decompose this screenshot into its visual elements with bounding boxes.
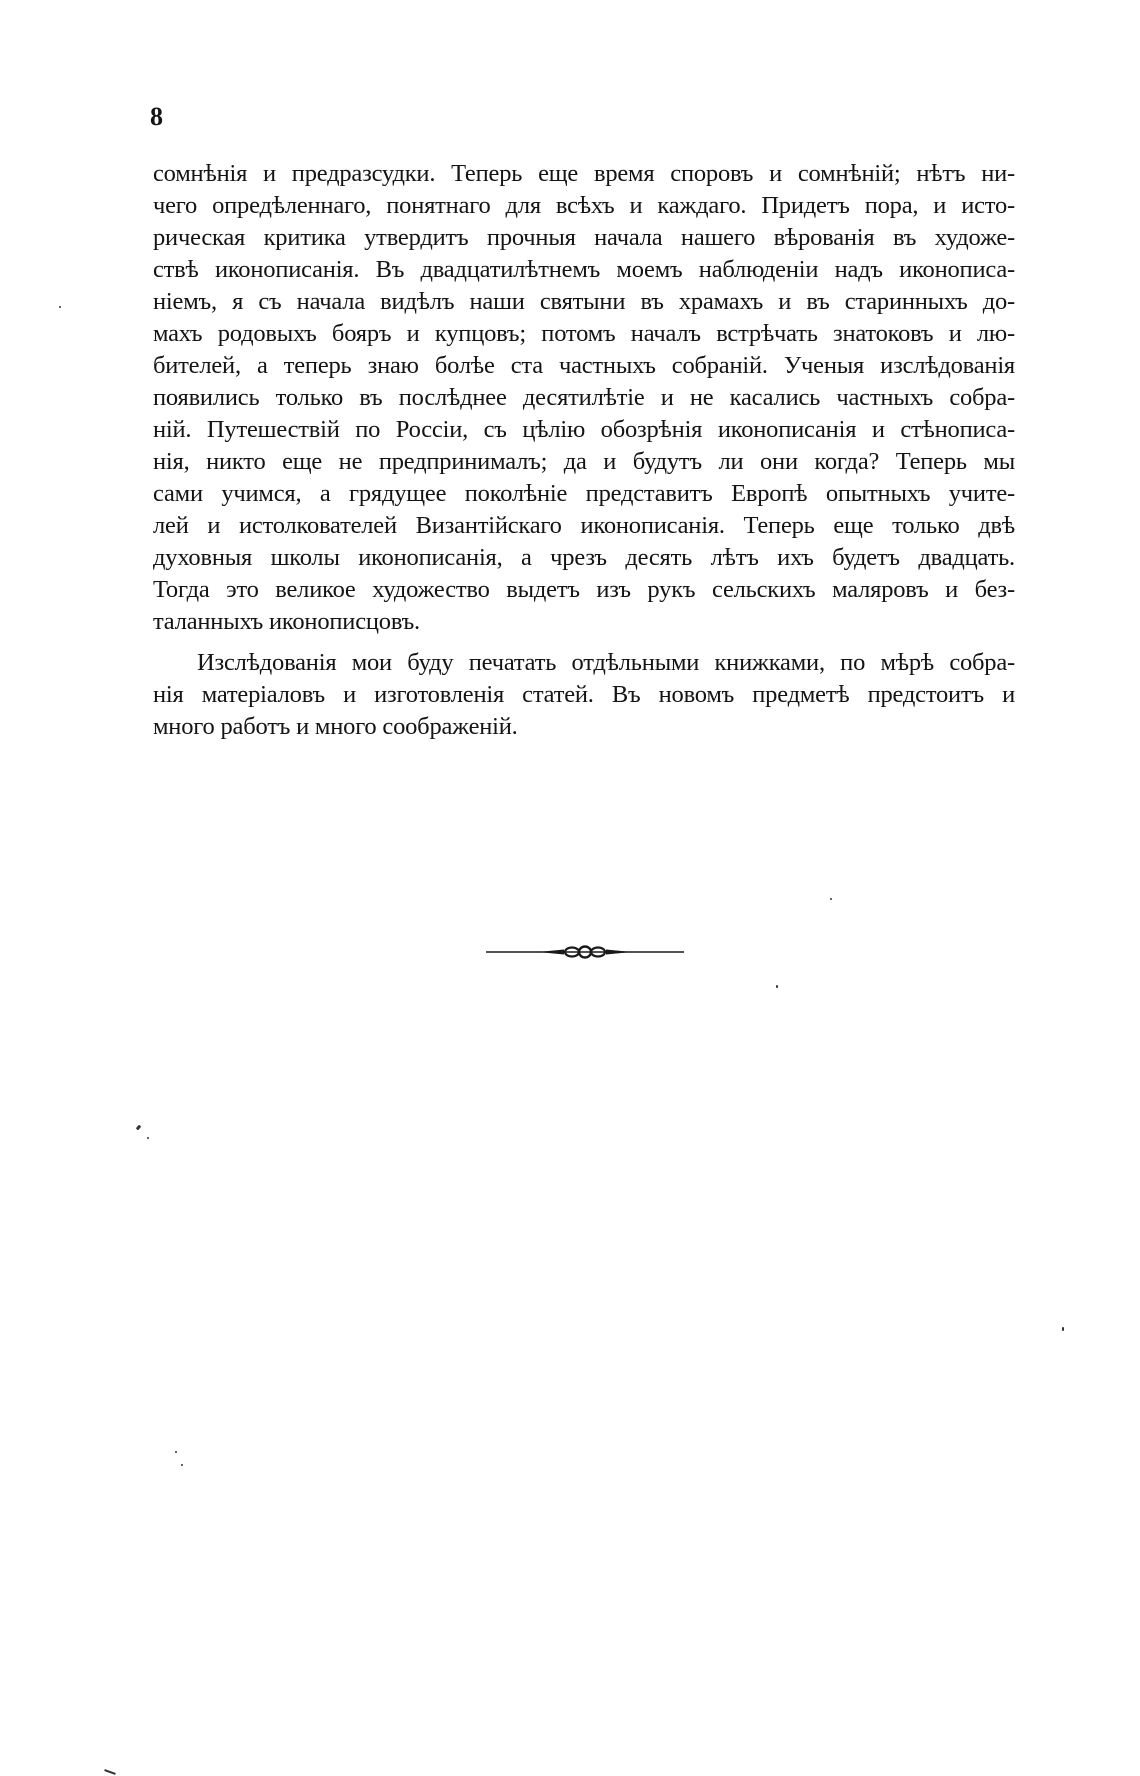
text-line: махъ родовыхъ бояръ и купцовъ; потомъ началъ встрѣчать знатоковъ и лю- [153, 320, 1015, 347]
paragraph-2 [153, 647, 1015, 743]
text-line: рическая критика утвердитъ прочныя начала нашего вѣрованія въ художе- [153, 224, 1015, 251]
body-text [153, 158, 1015, 743]
text-line: сами учимся, а грядущее поколѣніе представитъ Европѣ опытныхъ учите- [153, 480, 1015, 507]
text-line: много работъ и много соображеній. [153, 713, 518, 740]
scan-speck [175, 1451, 177, 1453]
paragraph-1 [153, 158, 1015, 638]
text-line: появились только въ послѣднее десятилѣтіе и не касались частныхъ собра- [153, 384, 1015, 411]
scan-speck [104, 1769, 116, 1775]
text-line: ніемъ, я съ начала видѣлъ наши святыни въ храмахъ и въ старинныхъ до- [153, 288, 1015, 315]
paragraph-gap [153, 638, 1015, 647]
scan-speck [830, 898, 832, 900]
scan-speck [136, 1125, 142, 1131]
text-line: сомнѣнія и предразсудки. Теперь еще время споровъ и сомнѣній; нѣтъ ни- [153, 160, 1015, 187]
scan-speck [147, 1137, 149, 1139]
divider-ornament [486, 944, 684, 960]
text-line: ній. Путешествій по Россіи, съ цѣлію обозрѣнія иконописанія и стѣнописа- [153, 416, 1015, 443]
scan-speck [181, 1464, 183, 1466]
text-line: лей и истолкователей Византійскаго иконописанія. Теперь еще только двѣ [153, 512, 1015, 539]
text-line: нія, никто еще не предпринималъ; да и будутъ ли они когда? Теперь мы [153, 448, 1015, 475]
text-line: нія матеріаловъ и изготовленія статей. Въ новомъ предметѣ предстоитъ и [153, 681, 1015, 708]
page-number: 8 [150, 102, 163, 131]
text-line: ствѣ иконописанія. Въ двадцатилѣтнемъ моемъ наблюденіи надъ иконописа- [153, 256, 1015, 283]
scan-speck [59, 306, 61, 308]
text-line: Тогда это великое художество выдетъ изъ рукъ сельскихъ маляровъ и без- [153, 576, 1015, 603]
scan-speck [776, 985, 778, 988]
text-line: бителей, а теперь знаю болѣе ста частныхъ собраній. Ученыя изслѣдованія [153, 352, 1015, 379]
text-line: чего опредѣленнаго, понятнаго для всѣхъ и каждаго. Придетъ пора, и исто- [153, 192, 1015, 219]
text-line: таланныхъ иконописцовъ. [153, 608, 420, 635]
text-line: Изслѣдованія мои буду печатать отдѣльными книжками, по мѣрѣ собра- [197, 649, 1015, 676]
text-line: духовныя школы иконописанія, а чрезъ десять лѣтъ ихъ будетъ двадцать. [153, 544, 1015, 571]
scan-speck [1062, 1327, 1064, 1331]
